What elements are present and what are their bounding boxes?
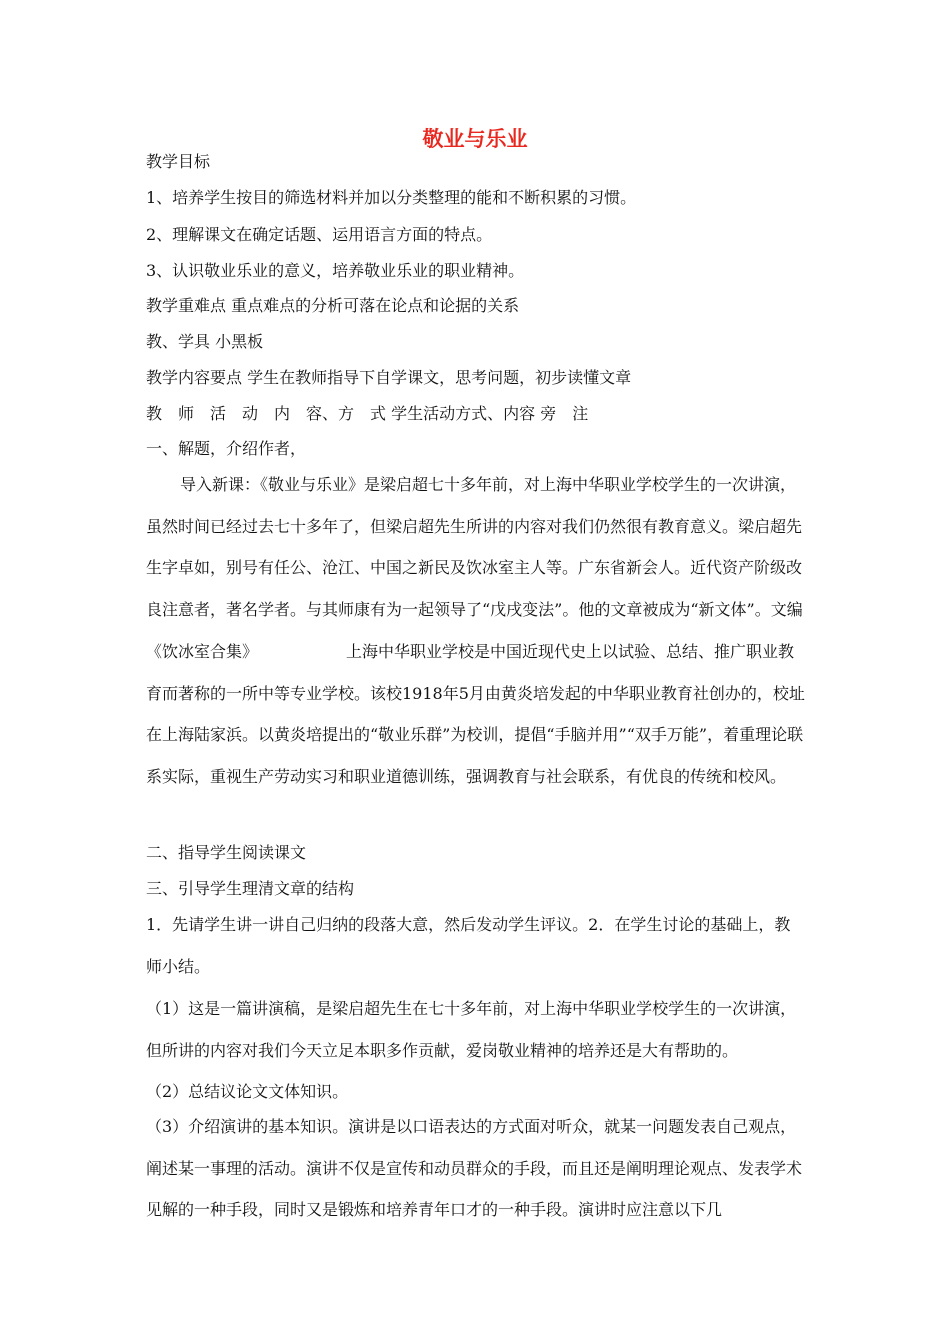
section-1-heading: 一、解题，介绍作者， bbox=[146, 439, 307, 458]
goal-item-3: 3、认识敬业乐业的意义，培养敬业乐业的职业精神。 bbox=[146, 261, 525, 280]
summary-item-1: （1）这是一篇讲演稿，是梁启超先生在七十多年前，对上海中华职业学校学生的一次讲演，但所讲的内容对我们今天立足本职多作贡献，爱岗敬业精神的培养还是大有帮助的。 bbox=[146, 999, 797, 1060]
student-activity-header: 学生活动方式、内容 bbox=[391, 404, 536, 423]
method-header: 、方 式 bbox=[322, 404, 387, 423]
document-title: 敬业与乐业 bbox=[422, 127, 528, 151]
summary-item-3: （3）介绍演讲的基本知识。演讲是以口语表达的方式面对听众，就某一问题发表自己观点，阐述某一事理的活动。演讲不仅是宣传和动员群众的手段，而且还是阐明理论观点、发表学术见解的一种手段，同时又是锻炼和培养青年口才的一种手段。演讲时应注意以下几 bbox=[146, 1117, 803, 1220]
section-2-heading: 二、指导学生阅读课文 bbox=[146, 843, 307, 862]
intro-paragraph: 导入新课：《敬业与乐业》是梁启超七十多年前，对上海中华职业学校学生的一次讲演，虽然时间已经过去七十多年了，但梁启超先生所讲的内容对我们仍然很有教育意义。梁启超先生字卓如，别号有任公、沧江、中国之新民及饮冰室主人等。广东省新会人。近代资产阶级改良注意者，著名学者。与其师康有为一起领导了“戊戌变法”。他的文章被成为“新文体”。文编《饮冰室合集》 上海中华职业学校是中国近现代史上以试验、总结、推广职业教育而著称的一所中等专业学校。该校1918年5月由黄炎培发起的中华职业教育社创办的，校址在上海陆家浜。以黄炎培提出的“敬业乐群”为校训，提倡“手脑并用”“双手万能”，着重理论联系实际，重视生产劳动实习和职业道德训练，强调教育与社会联系，有优良的传统和校风。 bbox=[146, 475, 805, 786]
teaching-goals-heading: 教学目标 bbox=[146, 152, 211, 171]
goal-item-2: 2、理解课文在确定话题、运用语言方面的特点。 bbox=[146, 225, 493, 244]
goal-item-1: 1、培养学生按目的筛选材料并加以分类整理的能和不断积累的习惯。 bbox=[146, 188, 637, 207]
side-note-header: 旁 注 bbox=[540, 404, 589, 423]
content-points-line: 教学内容要点 学生在教师指导下自学课文，思考问题，初步读懂文章 bbox=[146, 368, 632, 387]
structure-paragraph: 1．先请学生讲一讲自己归纳的段落大意，然后发动学生评议。2．在学生讨论的基础上，教师小结。 bbox=[146, 915, 791, 976]
section-3-heading: 三、引导学生理清文章的结构 bbox=[146, 879, 355, 898]
teacher-activity-header: 教 师 活 动 内 容 bbox=[146, 404, 323, 423]
key-points-line: 教学重难点 重点难点的分析可落在论点和论据的关系 bbox=[146, 296, 520, 315]
summary-item-2: （2）总结议论文文体知识。 bbox=[146, 1082, 349, 1101]
table-header-row bbox=[146, 404, 588, 424]
teaching-tools-line: 教、学具 小黑板 bbox=[146, 332, 264, 351]
